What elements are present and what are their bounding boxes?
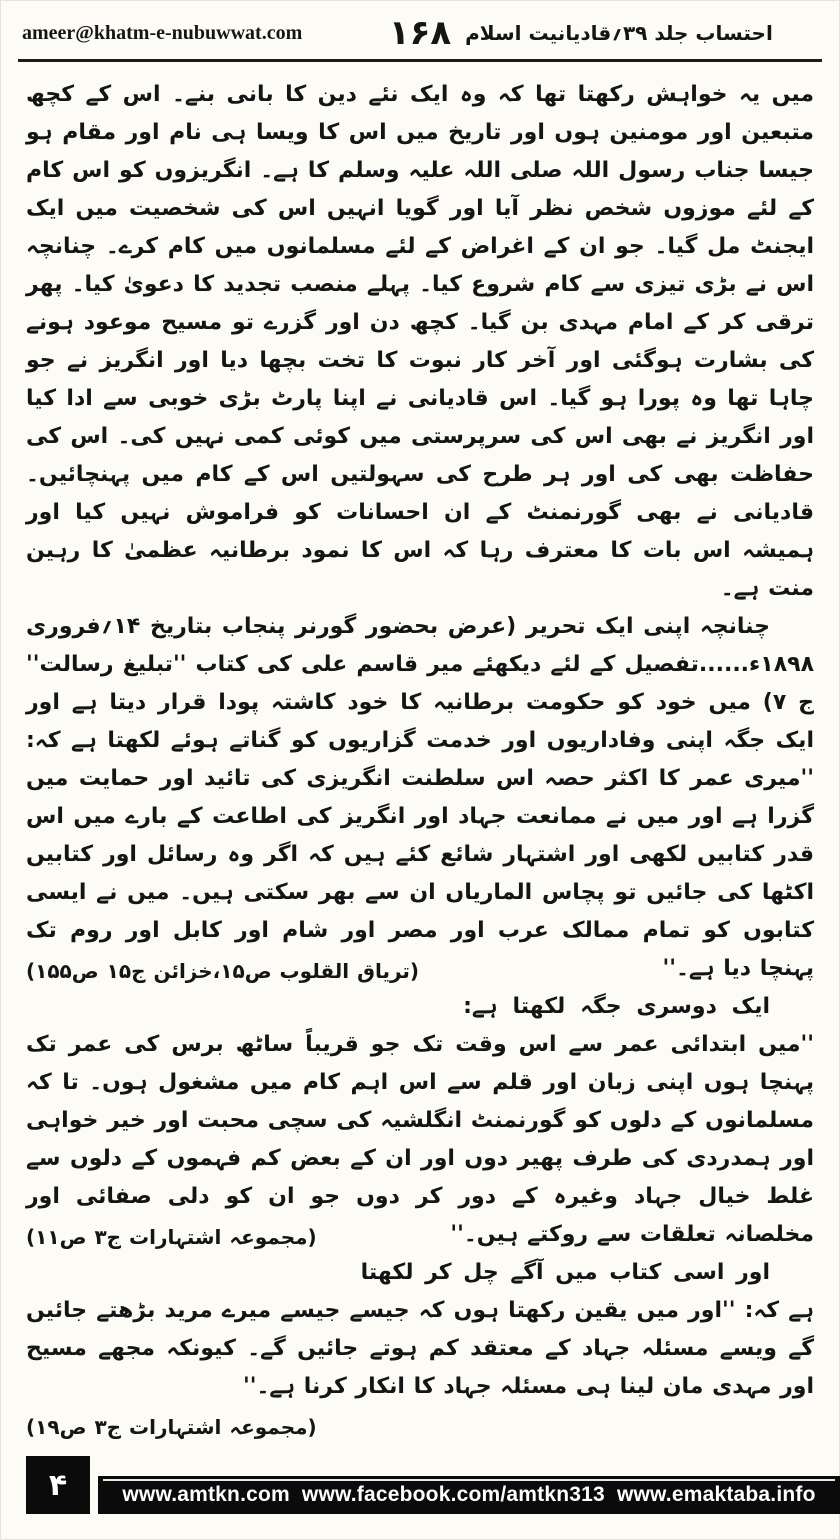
- citation-majmua-ishtiharat-19: (مجموعہ اشتہارات ج۳ ص۱۹): [26, 1415, 317, 1439]
- header-book-title: احتساب جلد ۳۹؍قادیانیت اسلام: [465, 21, 773, 45]
- page-header: [0, 0, 840, 54]
- footer-section-tab: [26, 1456, 90, 1514]
- paragraph-1: [26, 76, 814, 608]
- footer-section-number: ۴: [48, 1467, 68, 1503]
- page-number: ۱۶۸: [388, 13, 452, 53]
- paragraph-text: ایک دوسری جگہ لکھتا ہے: ''میں ابتدائی عمر سے اس وقت تک جو قریباً ساٹھ برس کی عمر تک پہنچا ہوں اپنی زبان اور قلم سے اس اہم کام میں مشغول ہوں۔ تا کہ مسلمانوں کے دلوں کو گورنمنٹ انگلشیہ کی سچی محبت اور خیر خواہی اور ہمدردی کی طرف پھیر دوں اور ان کے بعض کم فہموں کے دلوں سے غلط خیال جہاد وغیرہ کے دور کر دوں جو ان کو دلی صفائی اور مخلصانہ تعلقات سے روکتے ہیں۔'': [26, 994, 814, 1247]
- page-body: [0, 62, 840, 1440]
- header-email: ameer@khatm-e-nubuwwat.com: [22, 21, 303, 44]
- footer-links-bar: [98, 1476, 840, 1514]
- paragraph-text: چنانچہ اپنی ایک تحریر (عرض بحضور گورنر پنجاب بتاریخ ۱۴؍فروری ۱۸۹۸ء......تفصیل کے لئے دیکھئے میر قاسم علی کی کتاب ''تبلیغ رسالت'' ج ۷) میں خود کو حکومت برطانیہ کا خود کاشتہ پودا قرار دیتا ہے اور ایک جگہ اپنی وفاداریوں اور خدمت گزاریوں کو گناتے ہوئے لکھتا ہے کہ: ''میری عمر کا اکثر حصہ اس سلطنت انگریزی کی تائید اور حمایت میں گزرا ہے اور میں نے ممانعت جہاد اور انگریز کی اطاعت کے بارے میں اس قدر کتابیں لکھی اور اشتہار شائع کئے ہیں کہ اگر وہ رسائل اور کتابیں اکٹھا کی جائیں تو پچاس الماریاں ان سے بھر سکتی ہیں۔ میں نے ایسی کتابوں کو تمام ممالک عرب اور مصر اور شام اور کابل اور روم تک پہنچا دیا ہے۔'': [26, 614, 815, 981]
- citation-majmua-ishtiharat-11: (مجموعہ اشتہارات ج۳ ص۱۱): [26, 1225, 317, 1249]
- citation-tiryaq-ul-qulub: (تریاق القلوب ص۱۵،خزائن ج۱۵ ص۱۵۵): [26, 959, 420, 983]
- paragraph-3: [26, 988, 814, 1254]
- paragraph-4: [26, 1254, 814, 1439]
- paragraph-text: اور اسی کتاب میں آگے چل کر لکھتا ہے کہ: ''اور میں یقین رکھتا ہوں کہ جیسے جیسے میرے مرید بڑھتے جائیں گے ویسے مسئلہ جہاد کے معتقد کم ہوتے جائیں گے۔ کیونکہ مجھے مسیح اور مہدی مان لینا ہی مسئلہ جہاد کا انکار کرنا ہے۔'': [26, 1260, 814, 1399]
- footer-urls: www.amtkn.com www.facebook.com/amtkn313 www.emaktaba.info: [122, 1483, 816, 1506]
- paragraph-text: میں یہ خواہش رکھتا تھا کہ وہ ایک نئے دین کا بانی بنے۔ اس کے کچھ متبعین اور مومنین ہوں اور تاریخ میں اس کا ویسا ہی نام اور مقام ہو جیسا جناب رسول اللہ صلی اللہ علیہ وسلم کا ہے۔ انگریزوں کو اس کام کے لئے موزوں شخص نظر آیا اور گویا انہیں اس کی شخصیت میں ایک ایجنٹ مل گیا۔ جو ان کے اغراض کے لئے مسلمانوں میں کام کرے۔ چنانچہ اس نے بڑی تیزی سے کام شروع کیا۔ پہلے منصب تجدید کا دعویٰ کیا۔ پھر ترقی کر کے امام مہدی بن گیا۔ کچھ دن اور گزرے تو مسیح موعود ہونے کی بشارت ہوگئی اور آخر کار نبوت کا تخت بچھا دیا اور انگریز نے جو چاہا تھا وہ پورا ہو گیا۔ اس قادیانی نے اپنا پارٹ بڑی خوبی سے ادا کیا اور انگریز نے بھی اس کی سرپرستی میں کوئی کمی نہیں کی۔ اس کی حفاظت بھی کی اور ہر طرح کی سہولتیں اس کے کام میں پہنچائیں۔ قادیانی نے بھی گورنمنٹ کے ان احسانات کو فراموش نہیں کیا اور ہمیشہ اس بات کا معترف رہا کہ اس کا نمود برطانیہ عظمیٰ کا رہین منت ہے۔: [26, 82, 814, 601]
- paragraph-2: [26, 608, 814, 988]
